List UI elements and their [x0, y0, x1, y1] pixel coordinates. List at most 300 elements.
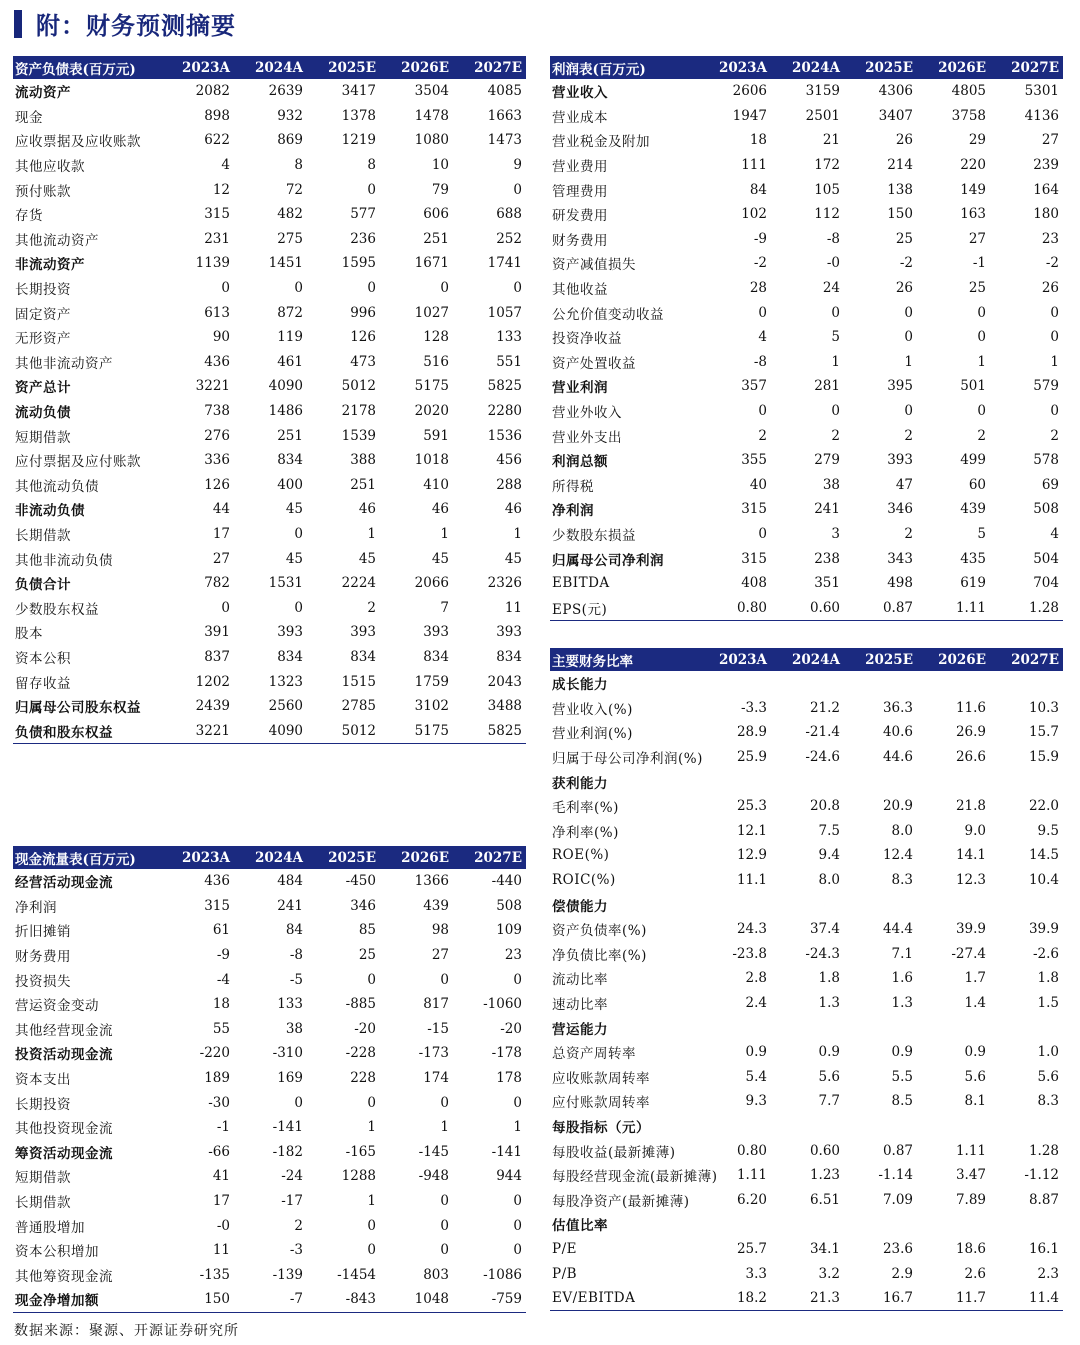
cell-value: 622 [204, 132, 230, 149]
cell-value: 14.5 [1028, 847, 1059, 864]
cell-value: 0.9 [818, 1044, 840, 1061]
cell-value: 1759 [414, 673, 449, 690]
cell-value [698, 769, 771, 794]
row-label: 资本公积增加 [15, 1244, 99, 1261]
cell-value: 4805 [951, 83, 986, 100]
cell-value: 1.0 [1037, 1044, 1059, 1061]
cell-value: 439 [423, 897, 449, 914]
cell-value: 10.4 [1028, 872, 1059, 889]
cell-value: -3.3 [740, 699, 767, 716]
cell-value: 395 [887, 378, 913, 395]
cell-value: -1060 [483, 996, 522, 1013]
table-row [550, 300, 1063, 325]
row-label: 归属母公司股东权益 [15, 700, 141, 717]
cell-value: 85 [358, 922, 376, 939]
cell-value: 4 [758, 329, 767, 346]
cell-value [771, 671, 844, 696]
cell-value: 1 [367, 1193, 376, 1210]
cell-value: 164 [1033, 181, 1059, 198]
row-label: 财务费用 [15, 949, 71, 966]
cell-value: 1 [367, 1119, 376, 1136]
cell-value: 18.6 [955, 1240, 986, 1257]
cell-value: 28 [749, 280, 767, 297]
financial-ratios-table [550, 648, 1063, 1311]
table-row [550, 104, 1063, 129]
cell-value: 499 [960, 452, 986, 469]
cell-value: -0 [216, 1217, 230, 1234]
cell-value: 8.1 [964, 1093, 986, 1110]
cell-value: 336 [204, 452, 230, 469]
cell-value: 2043 [487, 673, 522, 690]
cell-value: 21.8 [955, 798, 986, 815]
cell-value: 355 [741, 452, 767, 469]
cell-value: 2.6 [964, 1265, 986, 1282]
cell-value: -165 [345, 1143, 376, 1160]
cell-value: -23.8 [732, 945, 767, 962]
cell-value: 25.9 [736, 749, 767, 766]
cell-value: 214 [887, 157, 913, 174]
cell-value: 1 [904, 353, 913, 370]
cell-value [917, 769, 990, 794]
year-header: 2027E [453, 846, 526, 869]
cell-value: 133 [277, 996, 303, 1013]
cell-value: 315 [741, 501, 767, 518]
cell-value: 3504 [414, 83, 449, 100]
table-row [550, 942, 1063, 967]
table-row [550, 1040, 1063, 1065]
cell-value: 834 [496, 648, 522, 665]
cell-value: 1531 [268, 575, 303, 592]
row-label: 预付账款 [15, 183, 71, 200]
cell-value: 0 [513, 1217, 522, 1234]
row-label: 流动资产 [15, 85, 71, 102]
cell-value: 1.8 [818, 970, 840, 987]
row-label: 其他经营现金流 [15, 1022, 113, 1039]
table-row [13, 1164, 526, 1189]
table-row [550, 202, 1063, 227]
row-label: 非流动负债 [15, 503, 85, 520]
cell-value: 436 [204, 873, 230, 890]
cell-value: 0.60 [809, 1142, 840, 1159]
cell-value: 1202 [195, 673, 230, 690]
cell-value: -759 [453, 1287, 526, 1312]
row-label: 营业收入(%) [552, 701, 633, 718]
cell-value: 18 [212, 996, 230, 1013]
table-row [13, 423, 526, 448]
cell-value: 3221 [161, 718, 234, 743]
cell-value: 2.4 [745, 995, 767, 1012]
cell-value: 408 [741, 575, 767, 592]
cell-value: 1515 [341, 673, 376, 690]
cell-value: 1057 [487, 304, 522, 321]
cell-value: 84 [285, 922, 303, 939]
cell-value: 393 [423, 624, 449, 641]
cell-value: 0 [904, 329, 913, 346]
cell-value: 126 [350, 329, 376, 346]
cell-value: 2 [904, 427, 913, 444]
cell-value: 8 [367, 157, 376, 174]
cell-value: 8.0 [818, 872, 840, 889]
cell-value: -7 [234, 1287, 307, 1312]
year-header: 2027E [453, 56, 526, 79]
cell-value: -1086 [483, 1266, 522, 1283]
cell-value: 0 [440, 1094, 449, 1111]
cell-value [698, 892, 771, 917]
row-label: 应付账款周转率 [552, 1095, 650, 1112]
table-row [550, 671, 1063, 696]
cell-value: 231 [204, 230, 230, 247]
row-label: 总资产周转率 [552, 1046, 636, 1063]
cell-value: 133 [496, 329, 522, 346]
table-row [550, 991, 1063, 1016]
row-label: 其他应收款 [15, 159, 85, 176]
cell-value: 2439 [195, 698, 230, 715]
row-label: 负债合计 [15, 577, 71, 594]
table-row [550, 497, 1063, 522]
cell-value: 79 [431, 181, 449, 198]
table-row [550, 276, 1063, 301]
cash-flow-table [13, 846, 526, 1313]
cell-value: 2 [367, 599, 376, 616]
cell-value: -30 [208, 1094, 230, 1111]
cell-value: 2 [1050, 427, 1059, 444]
cell-value [990, 769, 1063, 794]
row-label: 营业收入 [552, 85, 608, 102]
table-row [550, 423, 1063, 448]
row-label: 归属于母公司净利润(%) [552, 751, 703, 768]
cell-value: 9 [513, 157, 522, 174]
cell-value: 1 [977, 353, 986, 370]
cell-value: 7.5 [818, 822, 840, 839]
cell-value: 0 [904, 403, 913, 420]
cell-value [771, 1015, 844, 1040]
year-header: 2023A [161, 846, 234, 869]
table-row [550, 128, 1063, 153]
row-label: 应付票据及应付账款 [15, 454, 141, 471]
cell-value: 1139 [195, 255, 230, 272]
table-row [13, 153, 526, 178]
cell-value: 7.89 [955, 1191, 986, 1208]
cell-value: 0 [831, 403, 840, 420]
table-row [550, 177, 1063, 202]
cell-value: 1018 [414, 452, 449, 469]
table-row [13, 350, 526, 375]
row-label: 营业费用 [552, 159, 608, 176]
table-row [550, 966, 1063, 991]
cell-value: 11 [212, 1242, 230, 1259]
cell-value: 61 [212, 922, 230, 939]
table-row [13, 546, 526, 571]
cell-value: 8 [294, 157, 303, 174]
cell-value: 504 [1033, 550, 1059, 567]
table-row [550, 571, 1063, 596]
cell-value: 150 [887, 206, 913, 223]
cell-value: 0 [977, 403, 986, 420]
cell-value: 46 [358, 501, 376, 518]
cell-value: 27 [212, 550, 230, 567]
row-label: 固定资产 [15, 306, 71, 323]
cell-value: 41 [212, 1168, 230, 1185]
cell-value: 0 [513, 971, 522, 988]
cell-value [698, 671, 771, 696]
cell-value: 2 [904, 525, 913, 542]
table-row [550, 892, 1063, 917]
cell-value: -21.4 [805, 724, 840, 741]
cell-value: 27 [968, 230, 986, 247]
cell-value: -178 [491, 1045, 522, 1062]
cell-value: 315 [204, 897, 230, 914]
cell-value: 2 [758, 427, 767, 444]
table-row [550, 153, 1063, 178]
row-label: 少数股东权益 [15, 601, 99, 618]
cell-value: 6.20 [736, 1191, 767, 1208]
table-row [550, 696, 1063, 721]
cell-value: 2326 [487, 575, 522, 592]
cell-value: 149 [960, 181, 986, 198]
cell-value: 3.2 [818, 1265, 840, 1282]
cell-value: 1.6 [891, 970, 913, 987]
table-row [13, 79, 526, 104]
cell-value: 252 [496, 230, 522, 247]
table-row [550, 843, 1063, 868]
row-label: 应收票据及应收账款 [15, 134, 141, 151]
cell-value: -1.14 [878, 1167, 913, 1184]
cell-value: -8 [289, 947, 303, 964]
cell-value: 276 [204, 427, 230, 444]
row-label: 无形资产 [15, 331, 71, 348]
row-label: 负债和股东权益 [13, 718, 161, 743]
row-label: 速动比率 [552, 997, 608, 1014]
cell-value: 1741 [487, 255, 522, 272]
cell-value: 315 [204, 206, 230, 223]
row-label: 其他流动资产 [15, 232, 99, 249]
cell-value: 1027 [414, 304, 449, 321]
cell-value: 0 [221, 280, 230, 297]
year-header: 2026E [380, 56, 453, 79]
cell-value: 111 [741, 157, 767, 174]
cell-value: 17 [212, 1193, 230, 1210]
cell-value: 12.4 [882, 847, 913, 864]
table-row [13, 325, 526, 350]
table-row [13, 694, 526, 719]
cell-value: 388 [350, 452, 376, 469]
row-label: 营业外支出 [552, 429, 622, 446]
cell-value: 1219 [341, 132, 376, 149]
table-header-row [550, 56, 1063, 79]
cell-value: 5301 [1024, 83, 1059, 100]
cell-value: 351 [814, 575, 840, 592]
cell-value: -5 [289, 971, 303, 988]
cell-value [844, 1015, 917, 1040]
cell-value: 782 [204, 575, 230, 592]
cell-value: 26.6 [955, 749, 986, 766]
row-label: 其他非流动资产 [15, 355, 113, 372]
row-label: 其他非流动负债 [15, 552, 113, 569]
cell-value: 0.9 [964, 1044, 986, 1061]
row-label: 财务费用 [552, 232, 608, 249]
cell-value: 3221 [195, 378, 230, 395]
cell-value: 25 [968, 280, 986, 297]
year-header: 2026E [917, 56, 990, 79]
data-source-note: 数据来源：聚源、开源证券研究所 [14, 1323, 239, 1339]
cell-value: 704 [1033, 575, 1059, 592]
cell-value: 12.9 [736, 847, 767, 864]
cell-value: 20.9 [882, 798, 913, 815]
cell-value: 1.28 [990, 595, 1063, 620]
table-row [550, 1138, 1063, 1163]
cell-value: 241 [814, 501, 840, 518]
cell-value: 25 [358, 947, 376, 964]
row-label: P/E [552, 1240, 577, 1257]
cell-value: 2 [831, 427, 840, 444]
cell-value: 98 [431, 922, 449, 939]
cell-value: 17 [212, 525, 230, 542]
row-label: 资产负债率(%) [552, 923, 647, 940]
cell-value: 577 [350, 206, 376, 223]
table-row [13, 374, 526, 399]
cell-value: 473 [350, 353, 376, 370]
row-label: 资本公积 [15, 650, 71, 667]
cell-value: 1.28 [1028, 1142, 1059, 1159]
cell-value [698, 1015, 771, 1040]
row-label: EBITDA [552, 575, 610, 592]
year-header: 2024A [234, 56, 307, 79]
cell-value: 23 [1041, 230, 1059, 247]
cell-value: 3488 [487, 698, 522, 715]
table-title: 现金流量表(百万元) [13, 846, 161, 869]
row-label: 营业税金及附加 [552, 134, 650, 151]
cell-value: 7.7 [818, 1093, 840, 1110]
row-label: P/B [552, 1265, 578, 1282]
cell-value: 15.9 [1028, 749, 1059, 766]
cell-value: 738 [204, 403, 230, 420]
cell-value: 1048 [380, 1287, 453, 1312]
cell-value: 2082 [195, 83, 230, 100]
row-label: 成长能力 [552, 677, 608, 694]
cell-value: -182 [272, 1143, 303, 1160]
cell-value [844, 1114, 917, 1139]
cell-value: 2560 [268, 698, 303, 715]
row-label: 流动负债 [15, 405, 71, 422]
cell-value: 44.6 [882, 749, 913, 766]
cell-value: 0 [367, 1242, 376, 1259]
table-row [13, 522, 526, 547]
cell-value: -15 [427, 1020, 449, 1037]
cell-value: 0 [977, 329, 986, 346]
table-row [13, 1287, 526, 1312]
cell-value: -24.6 [805, 749, 840, 766]
cell-value: 0.80 [698, 595, 771, 620]
cell-value: 5.6 [964, 1068, 986, 1085]
cell-value: 803 [423, 1266, 449, 1283]
cell-value: 0 [904, 304, 913, 321]
year-header: 2023A [698, 56, 771, 79]
cell-value: 456 [496, 452, 522, 469]
cell-value [990, 892, 1063, 917]
cell-value: 0 [758, 403, 767, 420]
cell-value: -20 [500, 1020, 522, 1037]
cell-value: 4085 [487, 83, 522, 100]
table-row [550, 917, 1063, 942]
cell-value: -885 [345, 996, 376, 1013]
balance-sheet-table [13, 56, 526, 744]
cell-value [844, 769, 917, 794]
cell-value: 4136 [1024, 107, 1059, 124]
row-label: 资本支出 [15, 1072, 71, 1089]
cell-value: 5.4 [745, 1068, 767, 1085]
cell-value: 1 [440, 1119, 449, 1136]
cell-value: 0 [977, 304, 986, 321]
table-row [550, 374, 1063, 399]
year-header: 2027E [990, 648, 1063, 671]
cell-value: 24 [822, 280, 840, 297]
cell-value: 39.9 [1028, 921, 1059, 938]
cell-value: 1486 [268, 403, 303, 420]
table-row [13, 276, 526, 301]
cell-value: 0 [1050, 403, 1059, 420]
cell-value: 393 [277, 624, 303, 641]
cell-value: 36.3 [882, 699, 913, 716]
cell-value: -948 [418, 1168, 449, 1185]
cell-value: 0 [1050, 304, 1059, 321]
cell-value: 2606 [732, 83, 767, 100]
table-row [13, 1238, 526, 1263]
cell-value: -135 [199, 1266, 230, 1283]
cell-value: 24.3 [736, 921, 767, 938]
table-row [13, 1189, 526, 1214]
row-label: 净利率(%) [552, 824, 619, 841]
row-label: 长期借款 [15, 1195, 71, 1212]
cell-value: -141 [272, 1119, 303, 1136]
table-row [13, 918, 526, 943]
cell-value: -1 [216, 1119, 230, 1136]
cell-value: -27.4 [951, 945, 986, 962]
row-label: 资产总计 [15, 380, 71, 397]
cell-value: 38 [285, 1020, 303, 1037]
cell-value: -139 [272, 1266, 303, 1283]
cell-value: 1 [513, 525, 522, 542]
cell-value: 45 [358, 550, 376, 567]
cell-value: 393 [496, 624, 522, 641]
cell-value: 1478 [414, 107, 449, 124]
table-row [550, 794, 1063, 819]
cell-value: 60 [968, 476, 986, 493]
cell-value: 220 [960, 157, 986, 174]
cell-value: 128 [423, 329, 449, 346]
table-row [13, 1213, 526, 1238]
cell-value: 606 [423, 206, 449, 223]
cell-value: 1 [831, 353, 840, 370]
cell-value: 16.7 [844, 1286, 917, 1311]
cell-value: -173 [418, 1045, 449, 1062]
cell-value: 1 [513, 1119, 522, 1136]
table-title: 资产负债表(百万元) [13, 56, 161, 79]
cell-value: 251 [423, 230, 449, 247]
table-row [13, 718, 526, 743]
cell-value: 7 [440, 599, 449, 616]
cell-value: 34.1 [809, 1240, 840, 1257]
cell-value: -9 [753, 230, 767, 247]
cell-value: 1473 [487, 132, 522, 149]
table-row [550, 350, 1063, 375]
table-row [13, 1041, 526, 1066]
cell-value: 163 [960, 206, 986, 223]
cell-value [698, 1212, 771, 1237]
table-row [550, 1065, 1063, 1090]
row-label: 营运资金变动 [15, 998, 99, 1015]
cell-value: 2 [294, 1217, 303, 1234]
cell-value: 2066 [414, 575, 449, 592]
